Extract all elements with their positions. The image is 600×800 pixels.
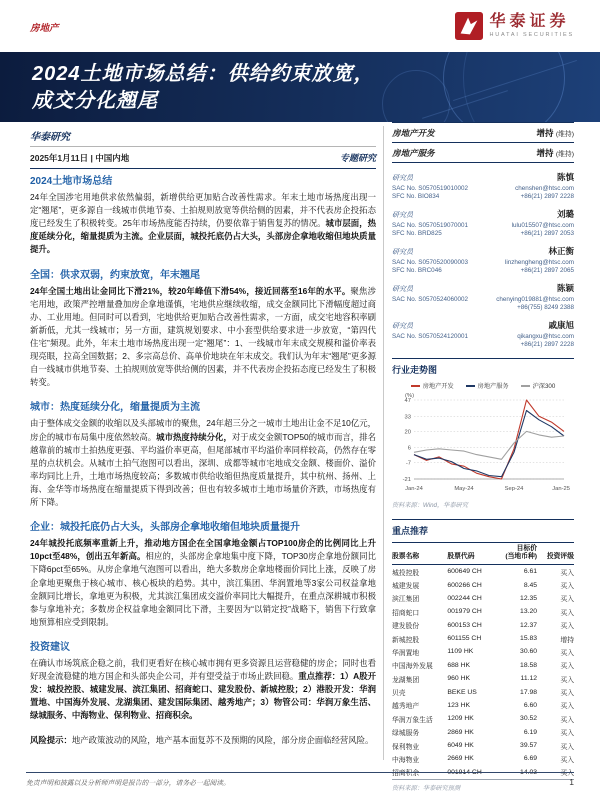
svg-text:-21: -21 bbox=[402, 477, 411, 483]
stock-code: 1209 HK bbox=[447, 715, 474, 723]
table-row bbox=[392, 725, 574, 738]
stock-name: 越秀地产 bbox=[392, 703, 420, 711]
rating: 增持 bbox=[560, 636, 574, 644]
col-header-code: 股票代码 bbox=[447, 543, 494, 565]
stock-code: 001914 CH bbox=[447, 766, 494, 780]
masthead-row bbox=[30, 147, 376, 169]
rating-row-service bbox=[392, 142, 574, 162]
target-price: 18.58 bbox=[520, 661, 538, 669]
svg-text:(%): (%) bbox=[404, 393, 414, 399]
chart-legend bbox=[392, 381, 574, 390]
analyst-detail-left: SFC No. BRD825 bbox=[392, 230, 442, 237]
section-heading: 全国：供求双弱，约束放宽，年末翘尾 bbox=[30, 269, 200, 281]
rating-text: 增持 bbox=[536, 147, 554, 158]
rating-text: 增持 bbox=[536, 127, 554, 138]
rating: 买入 bbox=[560, 676, 574, 684]
analyst-detail-line bbox=[392, 193, 574, 200]
logo-text-block bbox=[490, 14, 575, 39]
analyst-card bbox=[392, 245, 574, 274]
target-price: 11.12 bbox=[520, 675, 538, 683]
svg-text:Sep-24: Sep-24 bbox=[504, 486, 524, 492]
section-paragraph: 在确认市场筑底企稳之前，我们更看好在核心城市拥有更多资源且运营稳健的房企；同时也看好现金流稳健的地方国企和头部央企公司，并有望受益于市场止跌回稳。重点推荐：1）A股开发：城投控股、城建发展、滨江集团、招商蛇口、建发股份、新城控股；2）港股开发：华润置地、中国海外发展、龙湖集团、建发国际集团、越秀地产；3）物管公司：华润万象生活、绿城服务、中海物业、保利物业、招商积余。 bbox=[30, 657, 376, 721]
stock-name: 保利物业 bbox=[392, 743, 420, 751]
column-divider bbox=[383, 126, 384, 760]
target-price: 17.98 bbox=[520, 688, 538, 696]
stock-code: 002244 CH bbox=[447, 594, 482, 602]
svg-text:-7: -7 bbox=[405, 460, 411, 467]
rating: 买入 bbox=[560, 649, 574, 657]
analyst-name: 戚康旭 bbox=[548, 320, 574, 330]
svg-text:Jan-25: Jan-25 bbox=[552, 486, 570, 492]
rating-value-dev bbox=[536, 127, 574, 139]
rating-status: (维持) bbox=[555, 130, 574, 138]
stock-name: 绿城服务 bbox=[392, 730, 420, 738]
table-row bbox=[392, 605, 574, 618]
masthead bbox=[30, 128, 376, 169]
stock-code: 600153 CH bbox=[447, 621, 482, 629]
target-price: 6.69 bbox=[523, 755, 538, 763]
target-price: 30.52 bbox=[520, 715, 538, 723]
legend-label: 房地产服务 bbox=[477, 383, 509, 390]
target-price: 12.35 bbox=[520, 594, 538, 602]
analyst-name: 陈慎 bbox=[556, 172, 574, 182]
stock-name: 招商积余 bbox=[392, 766, 447, 780]
legend-item bbox=[521, 381, 556, 390]
rating-industry-service: 房地产服务 bbox=[392, 147, 435, 158]
target-price: 12.37 bbox=[520, 621, 538, 629]
rating: 买入 bbox=[560, 569, 574, 577]
analyst-detail-right: +86(21) 2897 2053 bbox=[520, 230, 574, 237]
table-row bbox=[392, 618, 574, 631]
chart-plot bbox=[392, 390, 574, 497]
rating-industry-dev: 房地产开发 bbox=[392, 127, 435, 138]
analyst-name: 陈颖 bbox=[556, 283, 574, 293]
recommend-heading: 重点推荐 bbox=[392, 519, 574, 537]
analyst-detail-line bbox=[392, 304, 574, 311]
legend-swatch-icon bbox=[411, 385, 420, 387]
report-title-line2: 成交分化翘尾 bbox=[32, 90, 158, 112]
svg-text:33: 33 bbox=[404, 414, 411, 421]
section-paragraph: 24年全国土地出让金同比下滑21%，较20年峰值下滑54%，接近回落至16年的水平。聚焦涉宅用地，政策严控增量叠加房企拿地谨慎，宅地供应继续收缩，成交金额同比下滑幅度超过商办、工业用地。但同时可以看到，宅地供给更加贴合改善性需求，一方面，成交宅地容积率刷新新低，尤其一线城市；另一方面，建筑规划要求、中小套型供给要求进一步放宽，“第四代住宅”频现。此外，年末土地市场热度出现一定“翘尾”：1、一线城市年末成交规模和溢价率表现亮眼，拉高全国数据；2、多宗高总价、高单价地块在年末成交。我们认为年末“翘尾”更多源自一线城市供地节奏、土拍规则放宽等供给侧的因素，并不代表房企投拓态度已经发生了积极转变。 bbox=[30, 285, 376, 388]
legend-label: 房地产开发 bbox=[422, 383, 454, 390]
section-heading: 城市：热度延续分化，缩量提质为主流 bbox=[30, 402, 200, 414]
table-row bbox=[392, 632, 574, 645]
rating-row-dev bbox=[392, 122, 574, 142]
analyst-detail-line bbox=[392, 222, 574, 229]
rating: 买入 bbox=[560, 743, 574, 751]
analyst-header bbox=[392, 282, 574, 294]
stock-code: 1109 HK bbox=[447, 648, 474, 656]
section-heading: 企业：城投托底仍占大头，头部房企拿地收缩但地块质量提升 bbox=[30, 522, 300, 534]
table-row bbox=[392, 739, 574, 752]
analyst-card bbox=[392, 282, 574, 311]
table-row bbox=[392, 659, 574, 672]
stock-name: 招商蛇口 bbox=[392, 609, 420, 617]
target-price: 15.83 bbox=[520, 635, 538, 643]
table-row bbox=[392, 752, 574, 765]
analyst-name: 刘璐 bbox=[556, 209, 574, 219]
analyst-role: 研究员 bbox=[392, 286, 413, 293]
stock-name: 贝壳 bbox=[392, 690, 406, 698]
analyst-detail-right: +86(21) 2897 2228 bbox=[520, 193, 574, 200]
stock-name: 龙湖集团 bbox=[392, 676, 420, 684]
section-paragraph: 24年城投托底频率重新上升，推动地方国企在全国拿地金额占TOP100房企的比例同比上升10pct至48%，创出五年新高。相应的，头部房企拿地集中度下降，TOP30房企拿地份额同比下降6pct至65%。从房企拿地气泡图可以看出，绝大多数房企拿地楼面价同比上涨，反映了房企拿地更聚焦于核心城市、核心板块的趋势。其中，滨江集团、华润置地等3家公司权益拿地金额同比增长，拿地更为积极，尤其滨江集团成交溢价率同比大幅提升，在重点深耕城市积极参与拿地补充；多数房企权益拿地金额同比下滑，主要因为“以销定投”战略下，销售下行致拿地预算相应受到限制。 bbox=[30, 538, 376, 627]
analyst-detail-line bbox=[392, 341, 574, 348]
industry-trend-chart bbox=[392, 381, 574, 497]
col-header-price-line1: 目标价 bbox=[516, 545, 538, 552]
analyst-role: 研究员 bbox=[392, 175, 413, 182]
section-heading: 2024土地市场总结 bbox=[30, 176, 113, 187]
analyst-role: 研究员 bbox=[392, 323, 413, 330]
rating: 买入 bbox=[560, 663, 574, 671]
analyst-list bbox=[392, 171, 574, 348]
section-paragraph: 24年全国涉宅用地供求依然偏弱，新增供给更加贴合改善性需求。年末土地市场热度出现一定“翘尾”，更多源自一线城市供地节奏、土拍规则放宽等供给侧的因素，并不代表房企投拓态度已经发生了积极转变。25年市场热度能否持续，仍要依靠于销售复苏的情况。城市层面，热度延续分化，缩量提质为主流。企业层面，城投托底仍占大头，头部房企拿地收缩但地块质量提升。 bbox=[30, 192, 376, 255]
stock-code: 601155 CH bbox=[447, 635, 482, 643]
table-row bbox=[392, 645, 574, 658]
report-sections bbox=[30, 172, 376, 755]
analyst-detail-left: SAC No. S0570524060002 bbox=[392, 295, 468, 303]
rating: 买入 bbox=[560, 583, 574, 591]
analyst-role: 研究员 bbox=[392, 249, 413, 256]
stock-code: BEKE US bbox=[447, 688, 477, 696]
svg-text:20: 20 bbox=[404, 429, 411, 436]
target-price: 6.60 bbox=[523, 701, 538, 709]
stock-code: 688 HK bbox=[447, 661, 471, 669]
rating: 买入 bbox=[560, 703, 574, 711]
rating: 买入 bbox=[560, 609, 574, 617]
analyst-detail-right: +86(21) 2897 2228 bbox=[520, 341, 574, 348]
table-row bbox=[392, 592, 574, 605]
table-row bbox=[392, 578, 574, 591]
logo-text-cn: 华泰证券 bbox=[489, 12, 570, 30]
legend-item bbox=[411, 381, 454, 390]
col-header-price bbox=[494, 543, 537, 565]
analyst-detail-left: SAC No. S0570519010002 bbox=[392, 184, 468, 192]
svg-text:Jan-24: Jan-24 bbox=[405, 486, 423, 492]
rating: 买入 bbox=[560, 730, 574, 738]
industry-tag: 房地产 bbox=[30, 23, 59, 34]
target-price: 6.19 bbox=[523, 728, 538, 736]
legend-item bbox=[466, 381, 509, 390]
section-paragraph: 由于整体成交金额的收缩以及头部城市的聚焦，24年超三分之一城市土地出让金不足10亿元，房企的城市布局集中度依然较高。城市热度持续分化，对于成交金额TOP50的城市而言，排名越靠前的城市土拍热度更强、平均溢价率更高，但尾部城市平均溢价率同样较高，仍然存在零星的点状机会。从城市土拍气泡图可以看出，深圳、成都等城市宅地成交金额、楼面价、溢价率均同比上升，土地市场热度较高；多数城市供给收缩但热度质量提升，其中杭州、扬州、上海、金华等市场热度在缩量提质下得到改善；但也有较多城市土地市场量价齐跌，市场热度有所下降。 bbox=[30, 418, 377, 508]
report-type: 专题研究 bbox=[339, 153, 376, 163]
huatai-logo bbox=[455, 12, 575, 40]
analyst-detail-right: lulu015507@htsc.com bbox=[511, 221, 574, 229]
stock-name: 城建发展 bbox=[392, 583, 420, 591]
huatai-logo-icon bbox=[455, 12, 483, 40]
legend-swatch-icon bbox=[521, 385, 530, 387]
analyst-detail-line bbox=[392, 185, 574, 192]
analyst-detail-line bbox=[392, 296, 574, 303]
stock-code: 960 HK bbox=[447, 675, 471, 683]
analyst-detail-line bbox=[392, 267, 574, 274]
stock-code: 2669 HK bbox=[447, 755, 474, 763]
analyst-detail-right: chenying019881@htsc.com bbox=[496, 295, 574, 303]
svg-text:May-24: May-24 bbox=[454, 486, 474, 492]
analyst-header bbox=[392, 171, 574, 183]
analyst-detail-right: +86(21) 2897 2065 bbox=[520, 267, 574, 274]
analyst-detail-line bbox=[392, 230, 574, 237]
analyst-detail-right: +86(755) 8249 2388 bbox=[517, 304, 574, 311]
legend-label: 沪深300 bbox=[532, 383, 556, 390]
analyst-detail-left: SFC No. BIO834 bbox=[392, 193, 440, 200]
research-label: 华泰研究 bbox=[30, 128, 376, 147]
analyst-detail-left: SFC No. BRC046 bbox=[392, 267, 442, 274]
target-price: 8.45 bbox=[523, 581, 538, 589]
analyst-card bbox=[392, 319, 574, 348]
page-footer bbox=[26, 772, 574, 787]
industry-ratings bbox=[392, 122, 574, 163]
stock-name: 新城控股 bbox=[392, 636, 420, 644]
rating-value-service bbox=[536, 147, 574, 159]
stock-code: 001979 CH bbox=[447, 608, 482, 616]
recommend-table-head bbox=[392, 543, 574, 565]
analyst-card bbox=[392, 171, 574, 200]
stock-name: 华润万象生活 bbox=[392, 716, 433, 724]
analyst-header bbox=[392, 319, 574, 331]
target-price: 6.61 bbox=[523, 568, 538, 576]
section-heading: 投资建议 bbox=[30, 641, 70, 653]
col-header-name: 股票名称 bbox=[392, 543, 447, 565]
analyst-detail-left: SAC No. S0570520090003 bbox=[392, 258, 468, 266]
target-price: 14.03 bbox=[494, 766, 537, 780]
analyst-header bbox=[392, 245, 574, 257]
rating: 买入 bbox=[560, 596, 574, 604]
stock-code: 2869 HK bbox=[447, 728, 474, 736]
stock-code: 123 HK bbox=[447, 701, 471, 709]
table-row bbox=[392, 672, 574, 685]
stock-code: 600649 CH bbox=[447, 568, 482, 576]
stock-name: 中海物业 bbox=[392, 756, 420, 764]
rating: 买入 bbox=[560, 756, 574, 764]
disclaimer-text: 免责声明和披露以及分析师声明是报告的一部分，请务必一起阅读。 bbox=[26, 780, 230, 787]
stock-name: 建发股份 bbox=[392, 623, 420, 631]
title-banner bbox=[0, 52, 600, 122]
analyst-detail-line bbox=[392, 333, 574, 340]
table-row bbox=[392, 699, 574, 712]
stock-code: 6049 HK bbox=[447, 742, 474, 750]
analyst-name: 林正衡 bbox=[548, 246, 574, 256]
report-date: 2025年1月11日 | 中国内地 bbox=[30, 153, 130, 163]
analyst-role: 研究员 bbox=[392, 212, 413, 219]
target-price: 39.57 bbox=[520, 742, 538, 750]
svg-text:6: 6 bbox=[407, 445, 411, 452]
svg-text:47: 47 bbox=[404, 398, 411, 404]
stock-name: 滨江集团 bbox=[392, 596, 420, 604]
analyst-detail-right: qikangxu@htsc.com bbox=[517, 332, 574, 340]
rating-status: (维持) bbox=[555, 150, 574, 158]
analyst-header bbox=[392, 208, 574, 220]
table-row bbox=[392, 685, 574, 698]
analyst-card bbox=[392, 208, 574, 237]
col-header-price-line2: (当地币种) bbox=[505, 553, 538, 561]
report-title bbox=[0, 52, 600, 115]
rating: 买入 bbox=[537, 766, 574, 780]
table-source-note: 资料来源：华泰研究预测 bbox=[392, 784, 461, 792]
analyst-detail-left: SAC No. S0570519070001 bbox=[392, 221, 468, 229]
table-row bbox=[392, 564, 574, 578]
col-header-rating: 投资评级 bbox=[537, 543, 574, 565]
analyst-detail-left: SAC No. S0570524120001 bbox=[392, 332, 468, 340]
chart-source-note: 资料来源：Wind，华泰研究 bbox=[392, 502, 468, 509]
stock-name: 城投控股 bbox=[392, 569, 420, 577]
target-price: 30.60 bbox=[520, 648, 538, 656]
risk-note: 风险提示：地产政策波动的风险，地产基本面复苏不及预期的风险，部分房企面临经营风险。 bbox=[30, 734, 374, 745]
table-row bbox=[392, 712, 574, 725]
sidebar bbox=[392, 122, 574, 792]
rating: 买入 bbox=[560, 716, 574, 724]
analyst-detail-right: linzhengheng@htsc.com bbox=[504, 258, 574, 266]
analyst-detail-line bbox=[392, 259, 574, 266]
recommend-table bbox=[392, 542, 574, 780]
legend-swatch-icon bbox=[466, 385, 475, 387]
chart-section-heading: 行业走势图 bbox=[392, 358, 574, 376]
analyst-detail-right: chenshen@htsc.com bbox=[515, 184, 574, 192]
logo-text-en: HUATAI SECURITIES bbox=[489, 31, 574, 38]
rating: 买入 bbox=[560, 623, 574, 631]
stock-code: 600266 CH bbox=[447, 581, 482, 589]
recommend-table-body bbox=[392, 564, 574, 779]
report-title-line1: 2024土地市场总结：供给约束放宽， bbox=[32, 63, 375, 85]
rating: 买入 bbox=[560, 690, 574, 698]
stock-name: 中国海外发展 bbox=[392, 663, 433, 671]
stock-name: 华润置地 bbox=[392, 649, 420, 657]
page-number: 1 bbox=[569, 777, 574, 787]
target-price: 13.20 bbox=[520, 608, 538, 616]
